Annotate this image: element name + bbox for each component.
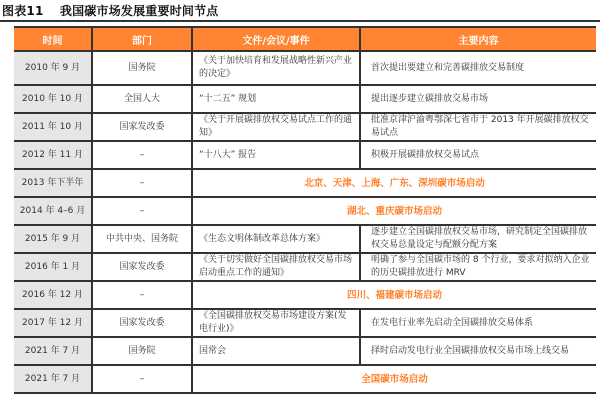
cell-time: 2017 年 12 月 (14, 309, 92, 337)
cell-department: – (92, 365, 192, 393)
cell-document: 国常会 (192, 337, 360, 365)
cell-content: 首次提出要建立和完善碳排放交易制度 (360, 51, 596, 85)
cell-content: 逐步建立全国碳排放权交易市场，研究制定全国碳排放权交易总量设定与配额分配方案 (360, 225, 596, 253)
cell-document: 《关于开展碳排放权交易试点工作的通知》 (192, 113, 360, 141)
cell-time: 2014 年 4–6 月 (14, 197, 92, 225)
table-row (14, 113, 596, 141)
figure-caption (2, 2, 219, 19)
cell-document: 《关于切实做好全国碳排放权交易市场启动重点工作的通知》 (192, 253, 360, 281)
cell-time: 2016 年 1 月 (14, 253, 92, 281)
table-row-milestone (14, 365, 596, 393)
header-time: 时间 (14, 27, 92, 51)
cell-milestone: 全国碳市场启动 (192, 365, 596, 393)
cell-department: 国家发改委 (92, 113, 192, 141)
table-header-row (14, 27, 596, 51)
cell-time: 2021 年 7 月 (14, 365, 92, 393)
cell-document: 《关于加快培育和发展战略性新兴产业的决定》 (192, 51, 360, 85)
cell-department: 全国人大 (92, 85, 192, 113)
cell-content: 明确了参与全国碳市场的 8 个行业，要求对拟纳入企业的历史碳排放进行 MRV (360, 253, 596, 281)
cell-department: – (92, 169, 192, 197)
cell-department: – (92, 197, 192, 225)
table-row (14, 309, 596, 337)
cell-content: 积极开展碳排放权交易试点 (360, 141, 596, 169)
cell-department: 国家发改委 (92, 253, 192, 281)
figure-number: 图表11 (2, 4, 44, 18)
cell-time: 2012 年 11 月 (14, 141, 92, 169)
table-row-milestone (14, 169, 596, 197)
table-row (14, 337, 596, 365)
cell-time: 2010 年 10 月 (14, 85, 92, 113)
cell-document: “十二五” 规划 (192, 85, 360, 113)
cell-milestone: 湖北、重庆碳市场启动 (192, 197, 596, 225)
cell-document: “十八大” 报告 (192, 141, 360, 169)
cell-department: 国务院 (92, 51, 192, 85)
table-row-milestone (14, 281, 596, 309)
cell-document: 《生态文明体制改革总体方案》 (192, 225, 360, 253)
cell-milestone: 四川、福建碳市场启动 (192, 281, 596, 309)
table-row (14, 225, 596, 253)
cell-content: 择时启动发电行业全国碳排放权交易市场上线交易 (360, 337, 596, 365)
cell-time: 2011 年 10 月 (14, 113, 92, 141)
cell-department: 国家发改委 (92, 309, 192, 337)
cell-department: 国务院 (92, 337, 192, 365)
caption-divider (0, 20, 600, 22)
cell-content: 批准京津沪渝粤鄂深七省市于 2013 年开展碳排放权交易试点 (360, 113, 596, 141)
header-department: 部门 (92, 27, 192, 51)
cell-department: – (92, 141, 192, 169)
cell-time: 2021 年 7 月 (14, 337, 92, 365)
cell-time: 2016 年 12 月 (14, 281, 92, 309)
table-row (14, 141, 596, 169)
cell-time: 2010 年 9 月 (14, 51, 92, 85)
table-row (14, 85, 596, 113)
cell-content: 提出逐步建立碳排放交易市场 (360, 85, 596, 113)
table-row (14, 51, 596, 85)
header-document: 文件/会议/事件 (192, 27, 360, 51)
cell-milestone: 北京、天津、上海、广东、深圳碳市场启动 (192, 169, 596, 197)
cell-time: 2013 年下半年 (14, 169, 92, 197)
carbon-market-timeline-table (14, 26, 596, 394)
header-content: 主要内容 (360, 27, 596, 51)
cell-document: 《全国碳排放权交易市场建设方案(发电行业)》 (192, 309, 360, 337)
cell-content: 在发电行业率先启动全国碳排放交易体系 (360, 309, 596, 337)
figure-title: 我国碳市场发展重要时间节点 (59, 4, 219, 18)
table-row (14, 253, 596, 281)
cell-time: 2015 年 9 月 (14, 225, 92, 253)
cell-department: – (92, 281, 192, 309)
table-row-milestone (14, 197, 596, 225)
cell-department: 中共中央、国务院 (92, 225, 192, 253)
